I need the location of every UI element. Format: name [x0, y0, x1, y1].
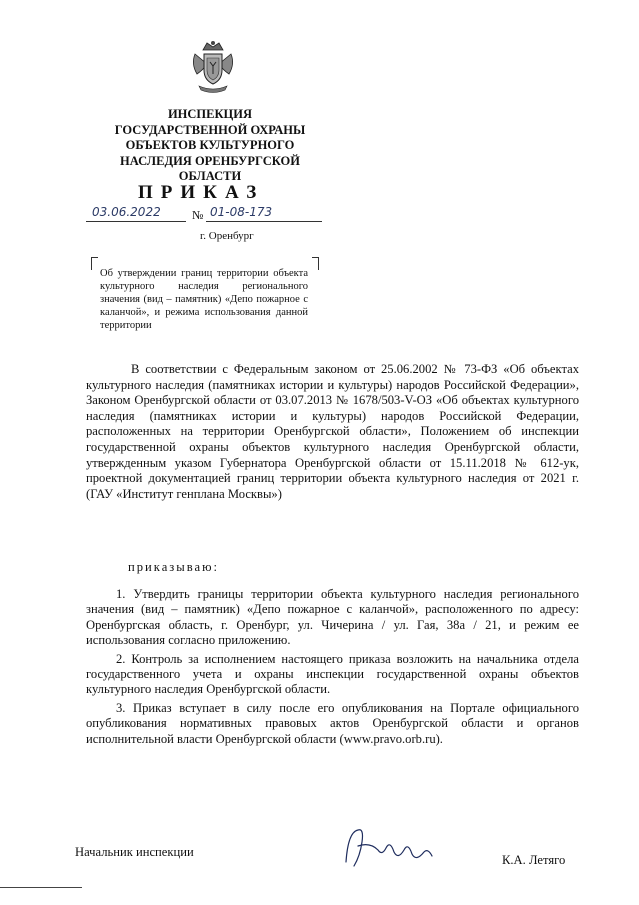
handwritten-number: 01-08-173	[210, 205, 273, 219]
org-line: НАСЛЕДИЯ ОРЕНБУРГСКОЙ	[119, 153, 301, 168]
footer-divider	[0, 887, 82, 888]
number-underline	[206, 221, 322, 222]
city-label: г. Оренбург	[200, 230, 254, 242]
signatory-position: Начальник инспекции	[75, 845, 194, 859]
subject-corner-right	[312, 257, 319, 270]
order-item: 2. Контроль за исполнением настоящего приказа возложить на начальника отдела государственного учета и охраны инспекции государственной охраны объектов культурного наследия Оренбургской области.	[86, 651, 579, 697]
org-line: ОБЛАСТИ	[178, 169, 242, 183]
signatory-name: К.А. Летяго	[502, 853, 566, 867]
organization-name	[100, 107, 320, 185]
orders-word: приказываю:	[128, 560, 220, 574]
order-items	[86, 587, 579, 750]
org-line: ОБЪЕКТОВ КУЛЬТУРНОГО	[125, 138, 295, 152]
org-line: ГОСУДАРСТВЕННОЙ ОХРАНЫ	[114, 122, 306, 137]
document-type-title: ПРИКАЗ	[138, 182, 265, 203]
preamble	[86, 362, 579, 502]
document-subject: Об утверждении границ территории объекта культурного наследия регионального значения (вид – памятник) «Депо пожарное с каланчой», и режима использования данной территории	[100, 268, 308, 331]
handwritten-signature	[338, 822, 438, 872]
org-line: ИНСПЕКЦИЯ	[167, 107, 253, 121]
number-label: №	[192, 208, 204, 222]
preamble-text: В соответствии с Федеральным законом от 25.06.2002 № 73-ФЗ «Об объектах культурного наследия (памятниках истории и культуры) народов Российской Федерации», Законом Оренбургской области от 03.07.2013 № 1678/503-V-ОЗ «Об объектах культурного наследия (памятниках истории и культуры) народов Российской Федерации, расположенных на территории Оренбургской области», Положением об инспекции государственной охраны объектов культурного наследия Оренбургской области, утвержденным указом Губернатора Оренбургской области от 15.11.2018 № 612-ук, проектной документацией границ территории объекта культурного наследия от 2021 г. (ГАУ «Институт генплана Москвы»)	[86, 362, 579, 501]
order-item: 3. Приказ вступает в силу после его опубликования на Портале официального опубликования нормативных правовых актов Оренбургской области и органов исполнительной власти Оренбургской области (www.pravo.orb.ru).	[86, 700, 579, 746]
coat-of-arms-icon	[189, 40, 237, 96]
order-item: 1. Утвердить границы территории объекта культурного наследия регионального значения (вид – памятник) «Депо пожарное с каланчой», расположенного по адресу: Оренбургская область, г. Оренбург, ул. Чичерина / ул. Гая, 38а / 21, и режим ее использования согласно приложению.	[86, 587, 579, 648]
date-underline	[86, 221, 186, 222]
handwritten-date: 03.06.2022	[92, 205, 161, 219]
subject-corner-left	[91, 257, 98, 270]
